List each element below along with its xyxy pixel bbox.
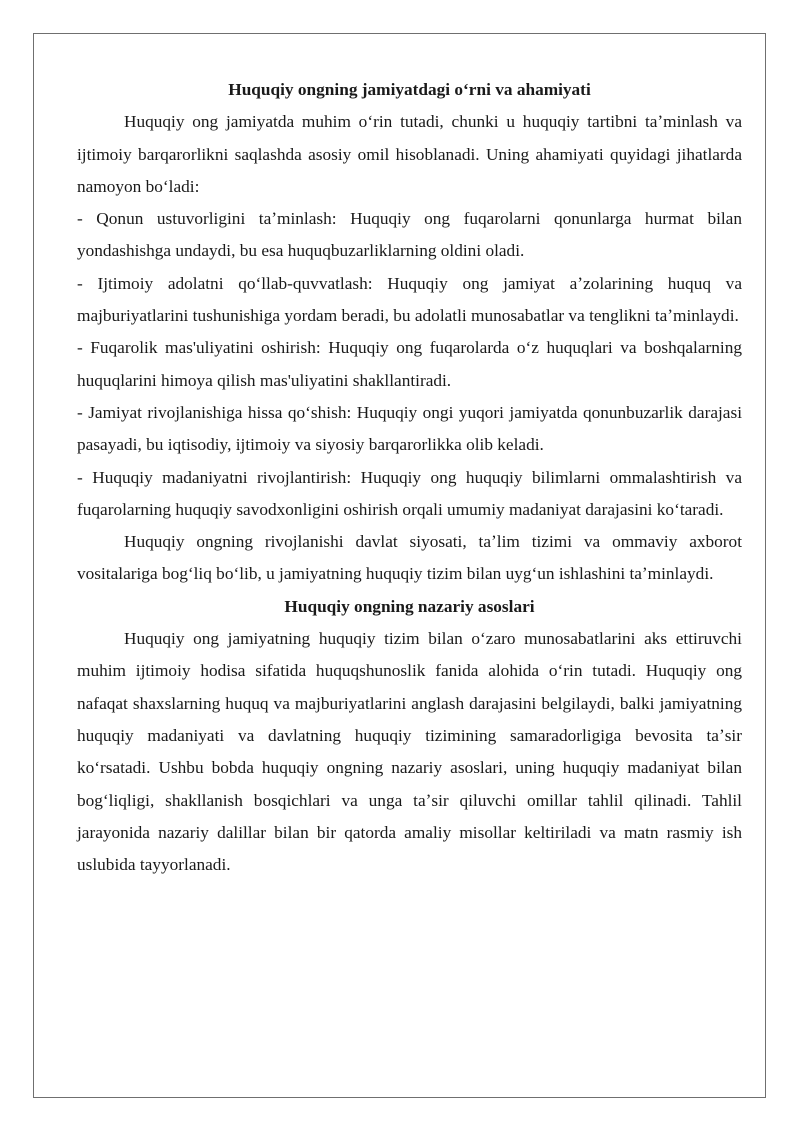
list-item-legal-culture: - Huquqiy madaniyatni rivojlantirish: Huquqiy ong huquqiy bilimlarni ommalashtirish va fuqarolarning huquqiy savodxonligini oshirish orqali umumiy madaniyat darajasini koʻtaradi. bbox=[77, 467, 742, 519]
list-item-rule-of-law: - Qonun ustuvorligini taʼminlash: Huquqiy ong fuqarolarni qonunlarga hurmat bilan yondashishga undaydi, bu esa huquqbuzarliklarning oldini oladi. bbox=[77, 209, 742, 261]
section-title-theoretical-foundations: Huquqiy ongning nazariy asoslari bbox=[284, 596, 535, 616]
theory-paragraph: Huquqiy ong jamiyatning huquqiy tizim bilan oʻzaro munosabatlarini aks ettiruvchi muhim ijtimoiy hodisa sifatida huquqshunoslik fanida alohida oʻrin tutadi. Huquqiy ong nafaqat shaxslarning huquq va majburiyatlarini anglash darajasini belgilaydi, balki jamiyatning huquqiy madaniyati va davlatning huquqiy tizimining samaradorligiga bevosita taʼsir koʻrsatadi. Ushbu bobda huquqiy ongning nazariy asoslari, uning huquqiy madaniyat bilan bogʻliqligi, shakllanish bosqichlari va unga taʼsir qiluvchi omillar tahlil qilinadi. Tahlil jarayonida nazariy dalillar bilan bir qatorda amaliy misollar keltiriladi va matn rasmiy ish uslubida tayyorlanadi. bbox=[77, 629, 742, 875]
section-title-role-significance: Huquqiy ongning jamiyatdagi oʻrni va ahamiyati bbox=[228, 80, 591, 99]
conclusion-paragraph: Huquqiy ongning rivojlanishi davlat siyosati, taʼlim tizimi va ommaviy axborot vositalariga bogʻliq boʻlib, u jamiyatning huquqiy tizim bilan uygʻun ishlashini taʼminlaydi. bbox=[77, 532, 742, 584]
list-item-social-justice: - Ijtimoiy adolatni qoʻllab-quvvatlash: Huquqiy ong jamiyat aʼzolarining huquq va majburiyatlarini tushunishiga yordam beradi, bu adolatli munosabatlar va tenglikni taʼminlaydi. bbox=[77, 273, 742, 326]
list-item-society-development: - Jamiyat rivojlanishiga hissa qoʻshish: Huquqiy ongi yuqori jamiyatda qonunbuzarlik darajasi pasayadi, bu iqtisodiy, ijtimoiy va siyosiy barqarorlikka olib keladi. bbox=[77, 402, 742, 455]
document-content bbox=[77, 74, 742, 881]
intro-paragraph: Huquqiy ong jamiyatda muhim oʻrin tutadi, chunki u huquqiy tartibni taʼminlash va ijtimoiy barqarorlikni saqlashda asosiy omil hisoblanadi. Uning ahamiyati quyidagi jihatlarda namoyon boʻladi: bbox=[77, 112, 742, 196]
list-item-civic-responsibility: - Fuqarolik mas'uliyatini oshirish: Huquqiy ong fuqarolarda oʻz huquqlari va boshqalarning huquqlarini himoya qilish mas'uliyatini shakllantiradi. bbox=[77, 338, 742, 390]
